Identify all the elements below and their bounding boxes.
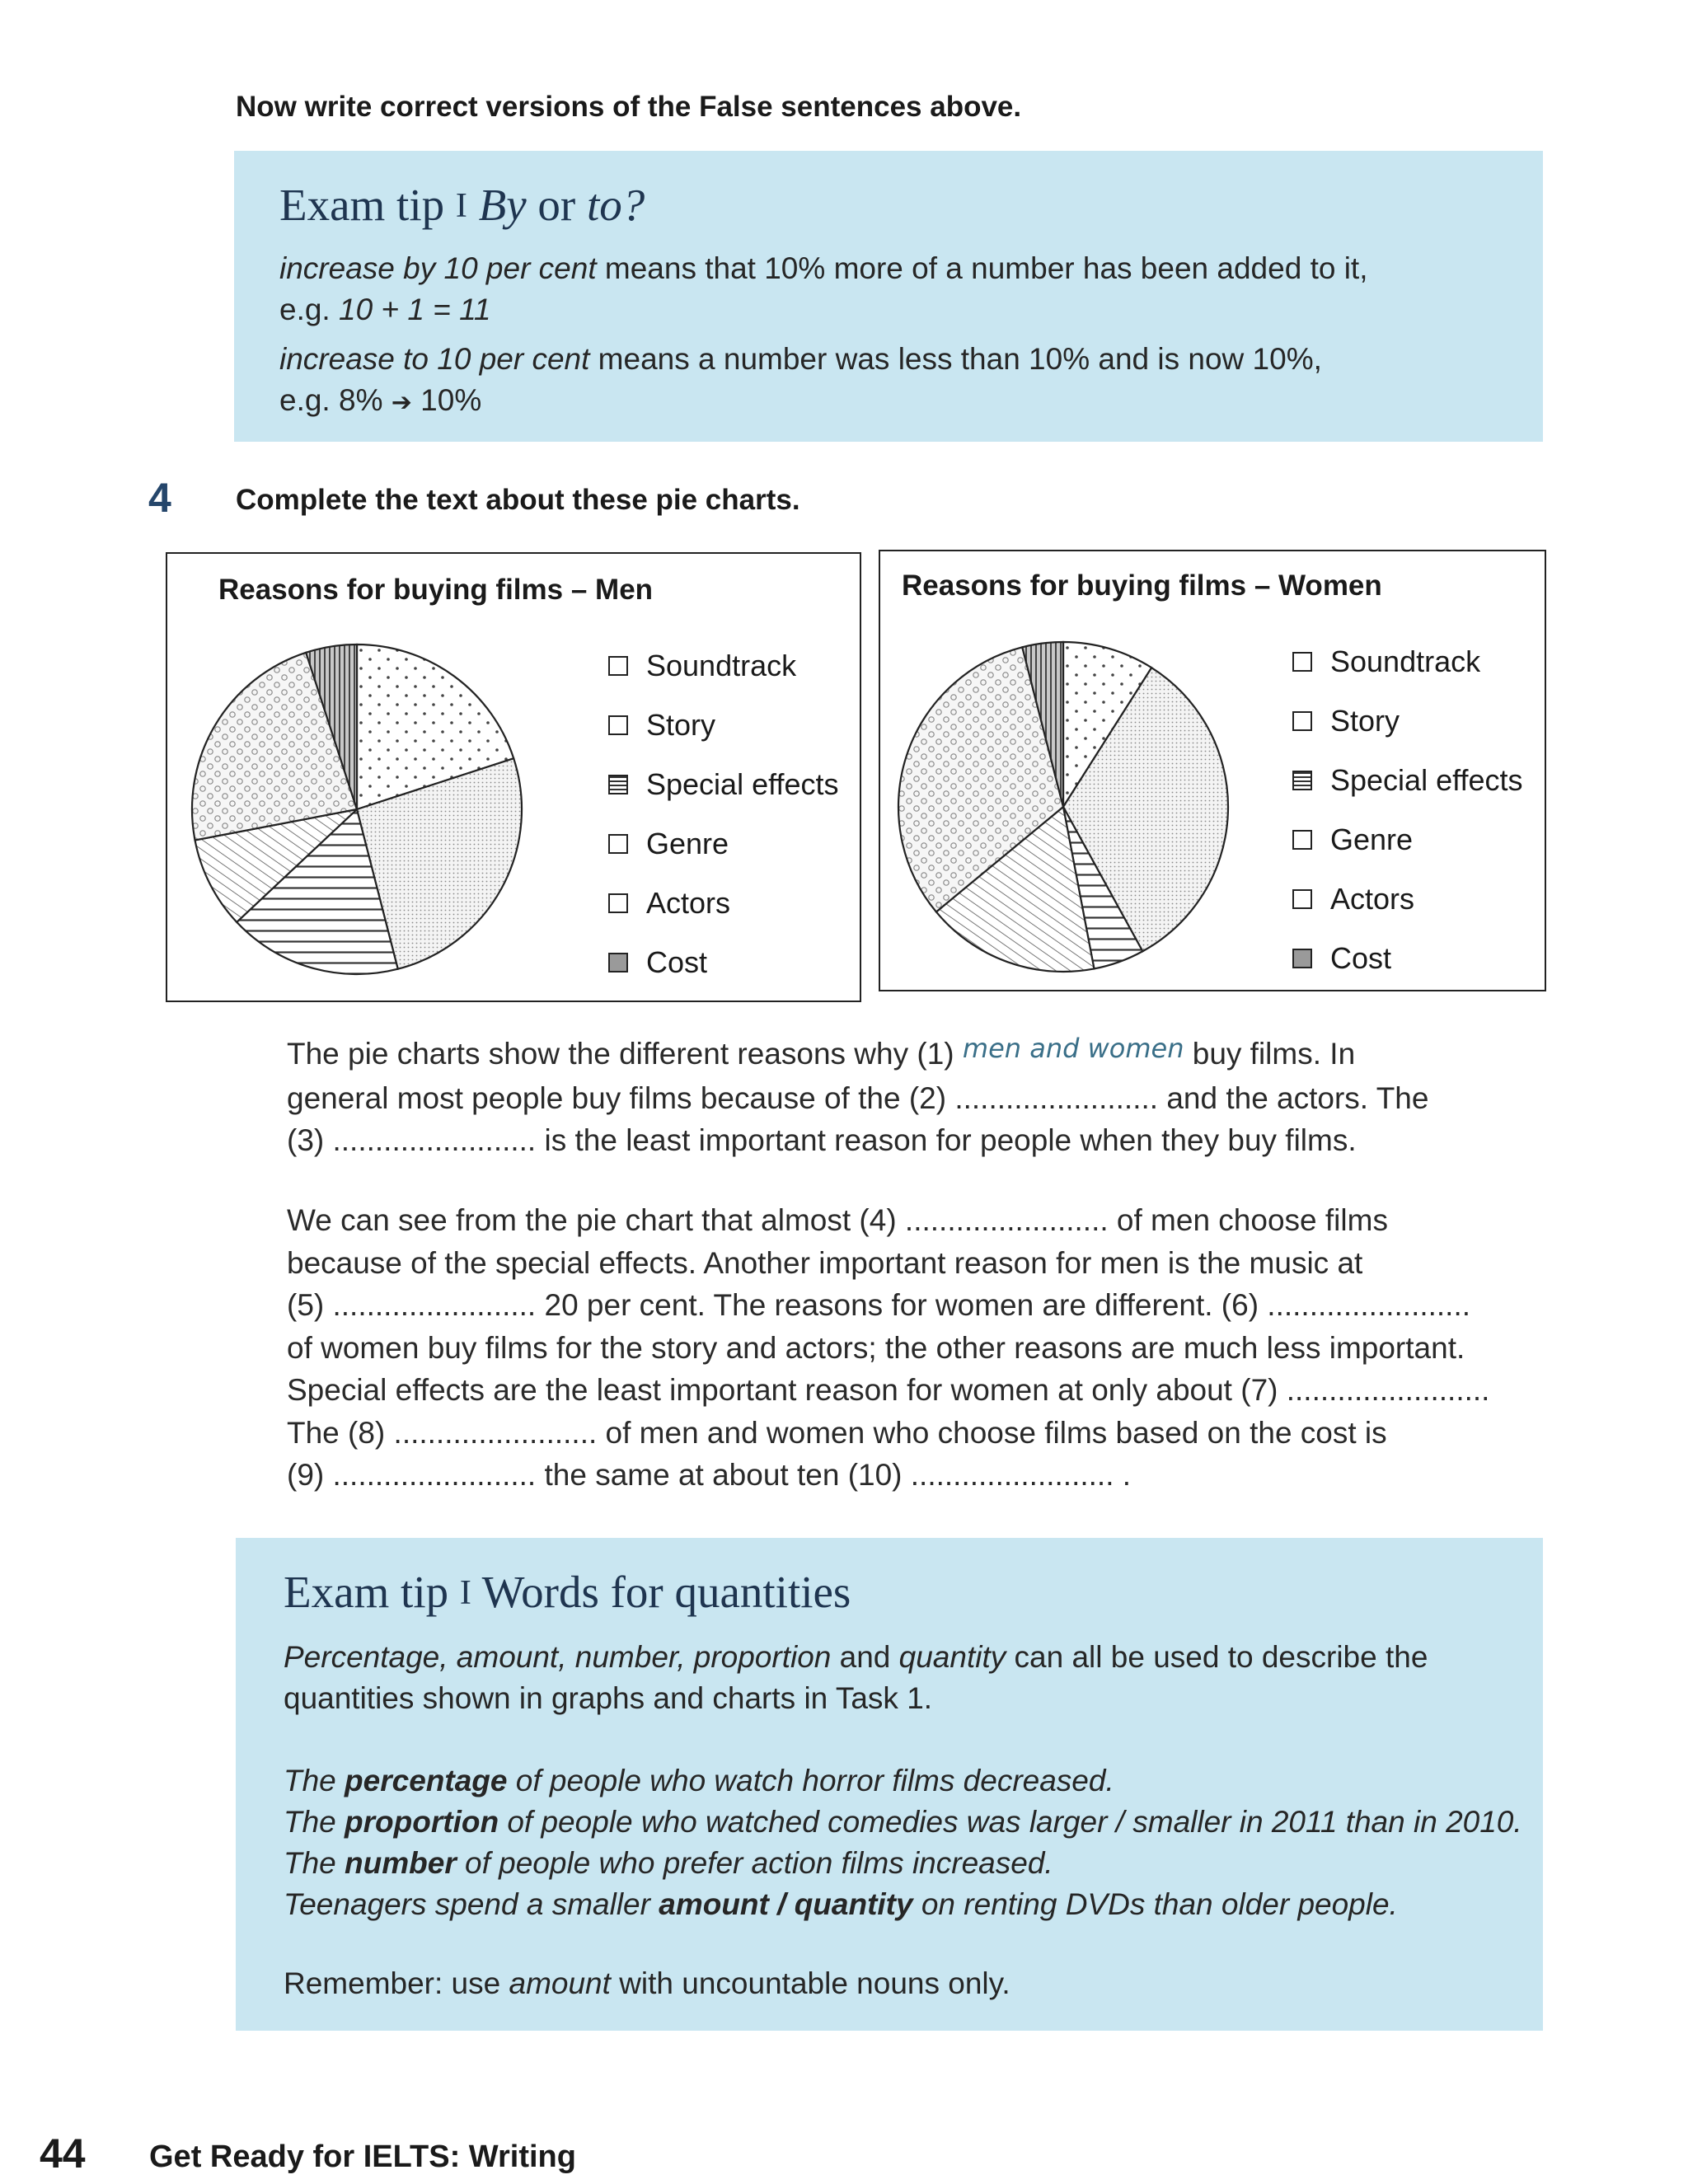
legend-label: Special effects <box>646 767 839 801</box>
legend-label: Genre <box>1330 823 1414 856</box>
legend-women <box>1292 632 1522 988</box>
swatch-genre-icon <box>608 834 628 854</box>
legend-label: Actors <box>646 886 731 920</box>
paragraph-line: (3) ........................ is the least important reason for people when they buy films. <box>287 1123 1357 1157</box>
example-text: on renting DVDs than older people. <box>912 1887 1398 1921</box>
legend-item-genre <box>1292 810 1522 869</box>
swatch-actors-icon <box>608 893 628 913</box>
example-text: The <box>284 1764 345 1797</box>
tip-text: e.g. 8% <box>279 383 392 417</box>
paragraph-line: because of the special effects. Another important reason for men is the music at <box>287 1245 1363 1280</box>
tip-text: e.g. <box>279 293 339 326</box>
tip-text: and <box>831 1640 899 1674</box>
tip-term: amount <box>509 1966 611 2000</box>
legend-item-special-effects <box>1292 751 1522 810</box>
legend-label: Special effects <box>1330 763 1523 797</box>
tip-example-1 <box>284 1760 1114 1802</box>
pie-chart-men <box>184 636 530 982</box>
tip-title-to: to? <box>586 180 645 230</box>
tip-text: can all be used to describe the <box>1006 1640 1428 1674</box>
legend-label: Story <box>646 708 716 742</box>
example-text: The <box>284 1805 345 1839</box>
text-span: buy films. In <box>1184 1037 1356 1071</box>
tip-title <box>284 1566 851 1618</box>
top-instruction: Now write correct versions of the False sentences above. <box>236 91 1022 123</box>
tip-term: increase to 10 per cent <box>279 342 590 376</box>
chart-title: Reasons for buying films – Men <box>218 574 654 606</box>
legend-label: Cost <box>1330 941 1392 975</box>
tip-title-or: or <box>537 180 576 230</box>
exercise-number: 4 <box>148 475 171 521</box>
tip-term: increase by 10 per cent <box>279 251 597 285</box>
exercise-instruction: Complete the text about these pie charts. <box>236 484 800 516</box>
tip-intro-line-1 <box>284 1637 1428 1678</box>
handwritten-answer: men and women <box>962 1033 1184 1064</box>
example-text: of people who prefer action films increased. <box>456 1846 1053 1880</box>
tip-example: 10 + 1 = 11 <box>339 293 491 326</box>
example-keyword: amount / quantity <box>659 1887 913 1921</box>
swatch-actors-icon <box>1292 889 1312 909</box>
legend-label: Actors <box>1330 882 1415 916</box>
tip-text: Remember: use <box>284 1966 509 2000</box>
tip-line-4 <box>279 380 481 424</box>
example-text: The <box>284 1846 345 1880</box>
swatch-story-icon <box>608 715 628 735</box>
legend-item-story <box>1292 691 1522 751</box>
tip-text: 10% <box>411 383 482 417</box>
tip-title-by: By <box>478 180 527 230</box>
example-text: of people who watch horror films decreased. <box>507 1764 1114 1797</box>
tip-title-rest: Words for quantities <box>481 1567 851 1617</box>
example-keyword: proportion <box>345 1805 499 1839</box>
example-text: of people who watched comedies was larger / smaller in 2011 than in 2010. <box>499 1805 1522 1839</box>
book-title: Get Ready for IELTS: Writing <box>149 2139 576 2174</box>
tip-example-4 <box>284 1884 1398 1925</box>
pie-chart-women <box>890 634 1236 980</box>
exam-tip-words-for-quantities <box>236 1538 1543 2031</box>
swatch-special-effects-icon <box>1292 771 1312 790</box>
tip-line-2 <box>279 289 490 330</box>
legend-label: Soundtrack <box>646 649 797 682</box>
legend-item-soundtrack <box>608 636 838 696</box>
chart-title: Reasons for buying films – Women <box>902 569 1382 602</box>
paragraph-line: The (8) ........................ of men and women who choose films based on the cost is <box>287 1415 1387 1450</box>
tip-term: Percentage, amount, number, proportion <box>284 1640 832 1674</box>
tip-title-prefix: Exam tip <box>279 180 445 230</box>
chart-men <box>166 552 861 1002</box>
legend-item-special-effects <box>608 755 838 814</box>
tip-line-1 <box>279 248 1367 289</box>
tip-text: with uncountable nouns only. <box>610 1966 1010 2000</box>
tip-example-2 <box>284 1802 1522 1843</box>
swatch-soundtrack-icon <box>1292 652 1312 672</box>
swatch-cost-icon <box>608 953 628 972</box>
legend-label: Cost <box>646 945 708 979</box>
paragraph-line: (9) ........................ the same at about ten (10) ........................ . <box>287 1458 1132 1492</box>
chart-women <box>879 550 1546 991</box>
tip-text: means that 10% more of a number has been added to it, <box>596 251 1368 285</box>
paragraph-line: Special effects are the least important reason for women at only about (7) ........................ <box>287 1373 1490 1407</box>
legend-label: Soundtrack <box>1330 644 1481 678</box>
legend-label: Story <box>1330 704 1400 738</box>
tip-title-prefix: Exam tip <box>284 1567 449 1617</box>
paragraph-line: of women buy films for the story and actors; the other reasons are much less important. <box>287 1330 1465 1365</box>
legend-item-cost <box>608 933 838 992</box>
swatch-soundtrack-icon <box>608 656 628 676</box>
tip-example-3 <box>284 1843 1053 1884</box>
legend-item-cost <box>1292 929 1522 988</box>
paragraph-line <box>287 1033 1428 1077</box>
paragraph-1 <box>287 1033 1428 1162</box>
swatch-genre-icon <box>1292 830 1312 850</box>
exam-tip-by-or-to <box>234 151 1543 442</box>
tip-text: means a number was less than 10% and is now 10%, <box>589 342 1322 376</box>
legend-label: Genre <box>646 827 729 860</box>
swatch-special-effects-icon <box>608 775 628 794</box>
paragraph-line: We can see from the pie chart that almost (4) ........................ of men choose films <box>287 1203 1388 1237</box>
legend-item-story <box>608 696 838 755</box>
legend-item-actors <box>1292 869 1522 929</box>
paragraph-2 <box>287 1199 1489 1497</box>
tip-line-3 <box>279 339 1322 380</box>
paragraph-line: general most people buy films because of the (2) ........................ and the actors. The <box>287 1080 1429 1115</box>
arrow-right-icon: ➔ <box>391 389 412 416</box>
tip-title-separator: I <box>459 1574 471 1612</box>
tip-remember <box>284 1963 1010 2004</box>
tip-title <box>279 179 645 231</box>
swatch-cost-icon <box>1292 949 1312 968</box>
legend-item-genre <box>608 814 838 874</box>
example-text: Teenagers spend a smaller <box>284 1887 659 1921</box>
page-number: 44 <box>40 2130 86 2177</box>
tip-intro-line-2: quantities shown in graphs and charts in Task 1. <box>284 1681 933 1715</box>
legend-item-actors <box>608 874 838 933</box>
swatch-story-icon <box>1292 711 1312 731</box>
example-keyword: number <box>345 1846 457 1880</box>
paragraph-line: (5) ........................ 20 per cent. The reasons for women are different. (6) ........................ <box>287 1288 1471 1322</box>
legend-item-soundtrack <box>1292 632 1522 691</box>
example-keyword: percentage <box>345 1764 508 1797</box>
text-span: The pie charts show the different reasons why (1) <box>287 1037 963 1071</box>
tip-term: quantity <box>898 1640 1006 1674</box>
legend-men <box>608 636 838 992</box>
tip-title-separator: I <box>455 187 467 225</box>
